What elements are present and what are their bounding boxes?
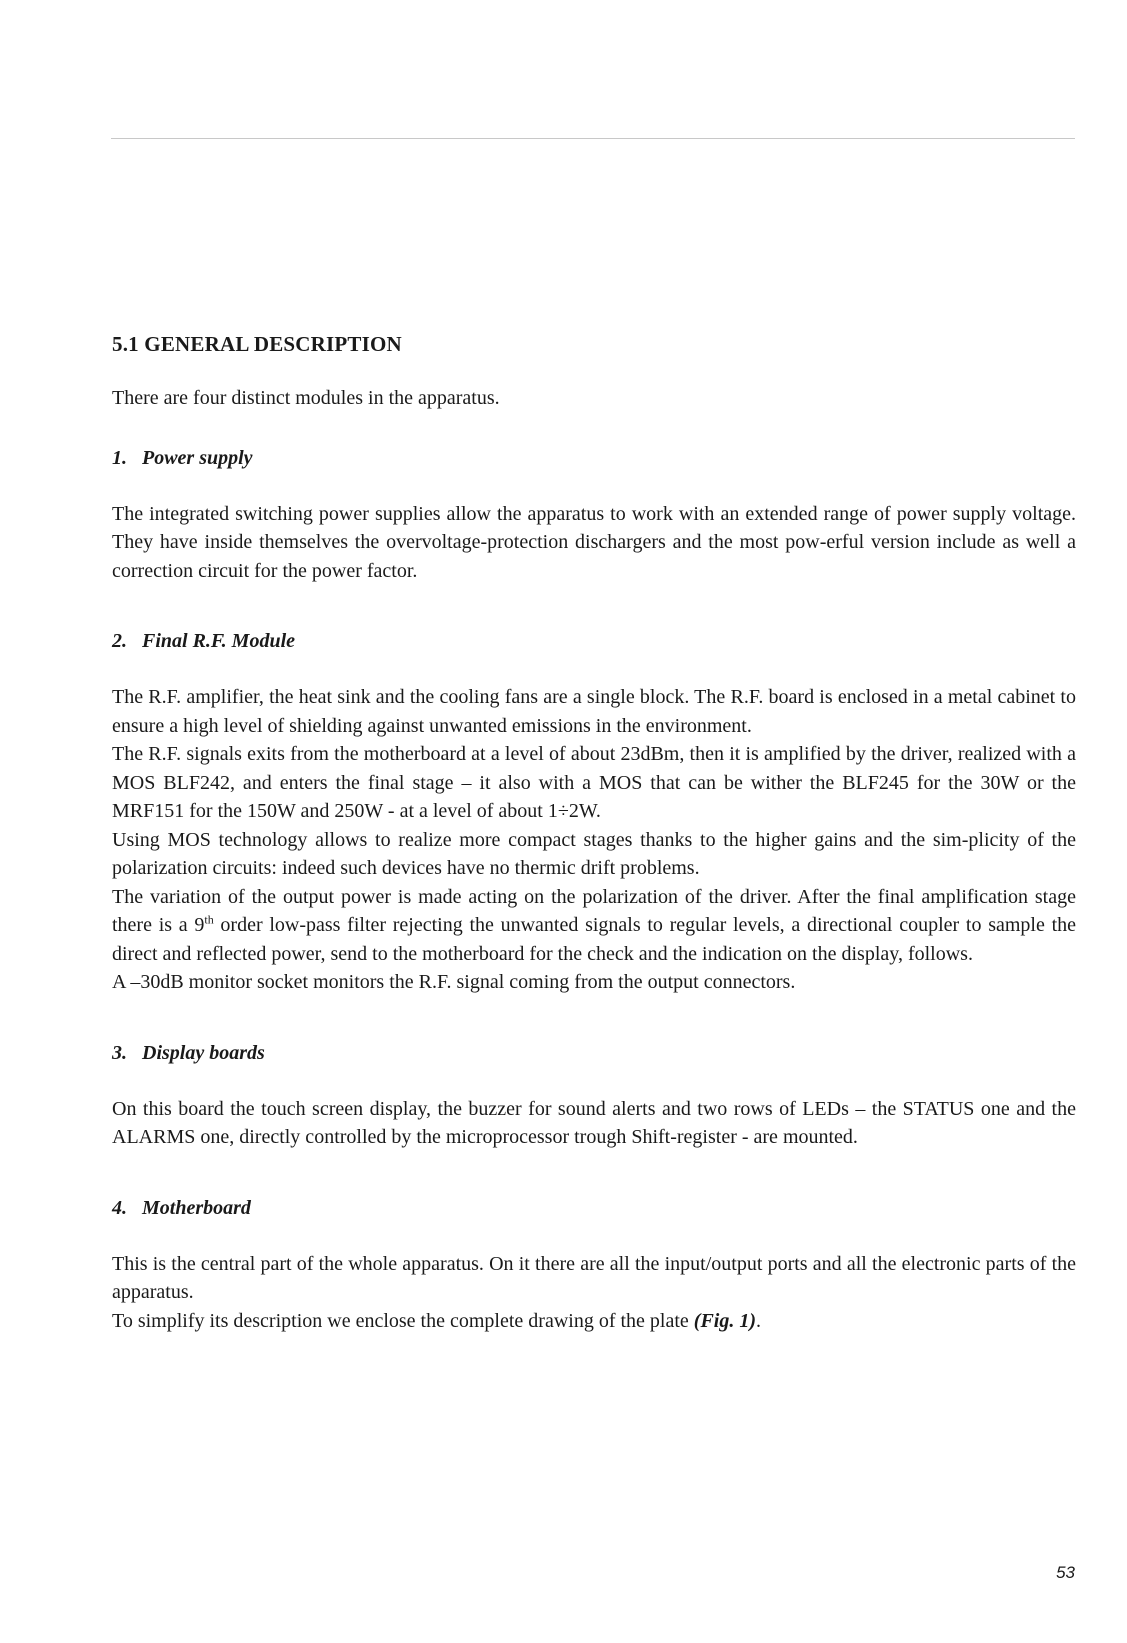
paragraph: A –30dB monitor socket monitors the R.F. signal coming from the output connectors. xyxy=(112,971,796,993)
subheading-power-supply xyxy=(112,444,1076,472)
paragraph xyxy=(112,1307,1076,1336)
module-motherboard xyxy=(112,1194,1076,1336)
module-power-supply xyxy=(112,444,1076,586)
document-body xyxy=(112,330,1076,1335)
text-run: order low-pass filter rejecting the unwanted signals to regular levels, a directional coupler to sample the direct and reflected power, send to the motherboard for the check and the indication on the display, follows. xyxy=(112,914,1076,965)
paragraph: The R.F. signals exits from the motherboard at a level of about 23dBm, then it is amplified by the driver, realized with a MOS BLF242, and enters the final stage – it also with a MOS that can be wither the BLF245 for the 30W or the MRF151 for the 150W and 250W - at a level of about 1÷2W. xyxy=(112,743,1076,822)
subheading-motherboard xyxy=(112,1194,1076,1222)
paragraph: On this board the touch screen display, the buzzer for sound alerts and two rows of LEDs – the STATUS one and the ALARMS one, directly controlled by the microprocessor trough Shift-register - are mounted. xyxy=(112,1097,1076,1148)
superscript: th xyxy=(204,912,214,927)
subheading-number: 1. xyxy=(112,446,127,469)
subheading-display-boards xyxy=(112,1039,1076,1067)
subheading-number: 2. xyxy=(112,630,127,652)
text-run: . xyxy=(756,1309,761,1332)
intro-paragraph: There are four distinct modules in the apparatus. xyxy=(112,387,500,409)
module-final-rf xyxy=(112,627,1076,997)
subheading-number: 4. xyxy=(112,1196,127,1219)
paragraph: This is the central part of the whole apparatus. On it there are all the input/output ports and all the electronic parts of the apparatus. xyxy=(112,1252,1076,1303)
section-title: 5.1 GENERAL DESCRIPTION xyxy=(112,332,402,356)
subheading-text: Motherboard xyxy=(142,1196,251,1219)
header-rule xyxy=(111,138,1075,139)
paragraph: Using MOS technology allows to realize more compact stages thanks to the higher gains and the sim-plicity of the polarization circuits: indeed such devices have no thermic drift problems. xyxy=(112,828,1076,879)
text-run: To simplify its description we enclose the complete drawing of the plate xyxy=(112,1309,694,1332)
paragraph xyxy=(112,883,1076,969)
paragraph: The R.F. amplifier, the heat sink and the cooling fans are a single block. The R.F. board is enclosed in a metal cabinet to ensure a high level of shielding against unwanted emissions in the environment. xyxy=(112,686,1076,737)
subheading-text: Display boards xyxy=(142,1041,265,1064)
subheading-text: Final R.F. Module xyxy=(142,630,296,652)
subheading-number: 3. xyxy=(112,1041,127,1064)
subheading-text: Power supply xyxy=(142,446,253,469)
text-run: The variation of the output power is made acting on the polarization of the driver. After the final amplification stage there is a 9 xyxy=(112,885,1076,936)
paragraph: The integrated switching power supplies allow the apparatus to work with an extended range of power supply voltage. They have inside themselves the overvoltage-protection dischargers and the most pow-erful version include as well a correction circuit for the power factor. xyxy=(112,502,1076,582)
page-number: 53 xyxy=(1056,1563,1075,1582)
figure-reference: (Fig. 1) xyxy=(693,1309,756,1332)
subheading-final-rf xyxy=(112,627,1076,655)
module-display-boards xyxy=(112,1039,1076,1152)
